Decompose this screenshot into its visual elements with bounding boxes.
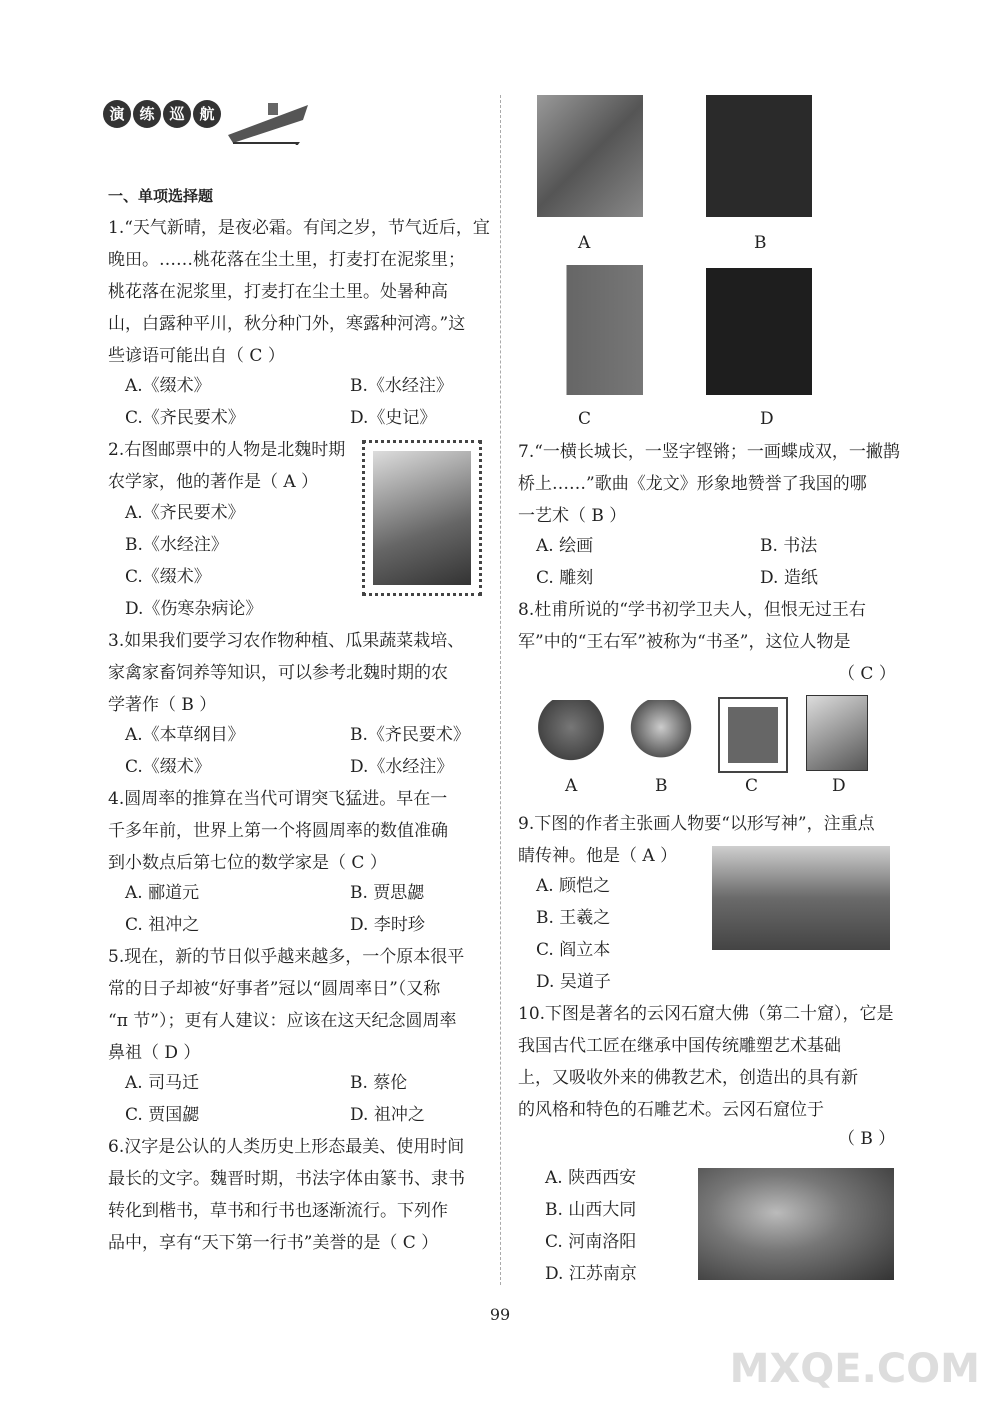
option-b[interactable]: B. 王羲之 [536,908,611,928]
page-number: 99 [489,1305,511,1324]
image-label: D [760,409,774,429]
question-2 [108,434,345,498]
image-label: B [754,233,767,253]
question-line: 我国古代工匠在继承中国传统雕塑艺术基础 [518,1036,841,1056]
portrait-d [806,695,868,771]
question-line: 山，白露种平川，秋分种门外，寒露种河湾。”这 [108,314,466,334]
image-label: A [578,233,591,253]
question-line: 军”中的“王右军”被称为“书圣”，这位人物是 [518,632,851,652]
option-b[interactable]: B.《水经注》 [125,535,228,555]
calligraphy-image-d [706,268,812,395]
answer-bracket: （ B ） [838,1129,896,1149]
question-5 [108,941,464,1069]
banner-char: 航 [193,100,221,128]
option-a[interactable]: A. 顾恺之 [536,876,611,896]
option-a[interactable]: A.《缀术》 [125,376,211,396]
question-line: 3.如果我们要学习农作物种植、瓜果蔬菜栽培、 [108,631,465,651]
question-6 [108,1131,465,1259]
question-8 [518,594,866,658]
question-line: “π 节”）；更有人建议：应该在这天纪念圆周率 [108,1011,457,1031]
question-line: 到小数点后第七位的数学家是（ C ） [108,853,387,873]
option-c[interactable]: C. 雕刻 [536,568,594,588]
question-line: 的风格和特色的石雕艺术。云冈石窟位于 [518,1100,824,1120]
portrait-b [625,700,697,768]
option-b[interactable]: B.《水经注》 [350,376,453,396]
option-a[interactable]: A.《本草纲目》 [125,725,245,745]
stamp-image [362,440,482,596]
question-line: 桃花落在泥浆里，打麦打在尘土里。处暑种高 [108,282,448,302]
question-line: 4.圆周率的推算在当代可谓突飞猛进。早在一 [108,789,448,809]
answer-bracket: （ C ） [838,664,896,684]
buddha-image [698,1168,894,1280]
option-b[interactable]: B.《齐民要术》 [350,725,470,745]
question-line: 睛传神。他是（ A ） [518,846,678,866]
column-divider [500,95,501,1285]
section-banner [103,100,303,170]
question-line: 晚田。……桃花落在尘土里，打麦打在泥浆里； [108,250,465,270]
question-line: 2.右图邮票中的人物是北魏时期 [108,440,346,460]
option-d[interactable]: D.《史记》 [350,408,437,428]
question-line: 品中，享有“天下第一行书”美誉的是（ C ） [108,1233,439,1253]
question-line: 8.杜甫所说的“学书初学卫夫人，但恨无过王右 [518,600,866,620]
image-label: B [655,776,668,796]
option-d[interactable]: D. 李时珍 [350,915,425,935]
image-label: C [745,776,759,796]
question-line: 7.“一横长城长，一竖字铿锵；一画蝶成双，一撇鹊 [518,442,900,462]
portrait-c [718,697,788,773]
question-7 [518,436,900,532]
question-10 [518,998,894,1126]
question-line: 千多年前，世界上第一个将圆周率的数值准确 [108,821,448,841]
option-c[interactable]: C. 阎立本 [536,940,611,960]
question-line: 桥上……”歌曲《龙文》形象地赞誉了我国的哪 [518,474,867,494]
option-d[interactable]: D.《水经注》 [350,757,454,777]
option-d[interactable]: D.《伤寒杂病论》 [125,599,263,619]
question-line: 10.下图是著名的云冈石窟大佛（第二十窟），它是 [518,1004,894,1024]
calligraphy-image-b [706,95,812,217]
question-line: 1.“天气新晴，是夜必霜。有闰之岁，节气近后，宜 [108,218,490,238]
banner-char: 演 [103,100,131,128]
option-d[interactable]: D. 祖冲之 [350,1105,425,1125]
section-title: 一、单项选择题 [108,187,214,205]
banner-char: 巡 [163,100,191,128]
question-line: 5.现在，新的节日似乎越来越多，一个原本很平 [108,947,465,967]
question-line: 最长的文字。魏晋时期，书法字体由篆书、隶书 [108,1169,465,1189]
option-a[interactable]: A. 陕西西安 [545,1168,637,1188]
image-label: C [578,409,592,429]
option-c[interactable]: C.《齐民要术》 [125,408,245,428]
question-line: 9.下图的作者主张画人物要“以形写神”，注重点 [518,814,875,834]
option-a[interactable]: A. 郦道元 [125,883,200,903]
option-b[interactable]: B. 山西大同 [545,1200,637,1220]
question-line: 家禽家畜饲养等知识，可以参考北魏时期的农 [108,663,448,683]
option-d[interactable]: D. 吴道子 [536,972,611,992]
portrait-a [535,700,607,768]
question-1 [108,212,490,372]
question-line: 转化到楷书，草书和行书也逐渐流行。下列作 [108,1201,448,1221]
ship-icon [228,95,308,145]
question-line: 上，又吸收外来的佛教艺术，创造出的具有新 [518,1068,858,1088]
option-c[interactable]: C. 祖冲之 [125,915,200,935]
option-a[interactable]: A. 绘画 [536,536,594,556]
question-line: 鼻祖（ D ） [108,1043,201,1063]
image-label: D [832,776,846,796]
option-b[interactable]: B. 蔡伦 [350,1073,408,1093]
question-line: 农学家，他的著作是（ A ） [108,472,319,492]
watermark: MXQE.COM [729,1346,980,1392]
question-line: 6.汉字是公认的人类历史上形态最美、使用时间 [108,1137,465,1157]
question-line: 一艺术（ B ） [518,506,627,526]
question-3 [108,625,464,721]
question-line: 常的日子却被“好事者”冠以“圆周率日”（又称 [108,979,441,999]
option-a[interactable]: A.《齐民要术》 [125,503,245,523]
painting-image [712,846,890,950]
option-c[interactable]: C.《缀术》 [125,567,211,587]
option-d[interactable]: D. 造纸 [760,568,818,588]
banner-char: 练 [133,100,161,128]
calligraphy-image-a [537,95,643,217]
question-line: 些谚语可能出自（ C ） [108,346,285,366]
option-a[interactable]: A. 司马迁 [125,1073,200,1093]
image-label: A [565,776,578,796]
question-4 [108,783,448,879]
calligraphy-image-c [537,265,643,395]
option-b[interactable]: B. 书法 [760,536,818,556]
option-c[interactable]: C. 贾国勰 [125,1105,200,1125]
option-c[interactable]: C. 河南洛阳 [545,1232,637,1252]
option-b[interactable]: B. 贾思勰 [350,883,425,903]
option-c[interactable]: C.《缀术》 [125,757,211,777]
option-d[interactable]: D. 江苏南京 [545,1264,637,1284]
question-line: 学著作（ B ） [108,695,217,715]
